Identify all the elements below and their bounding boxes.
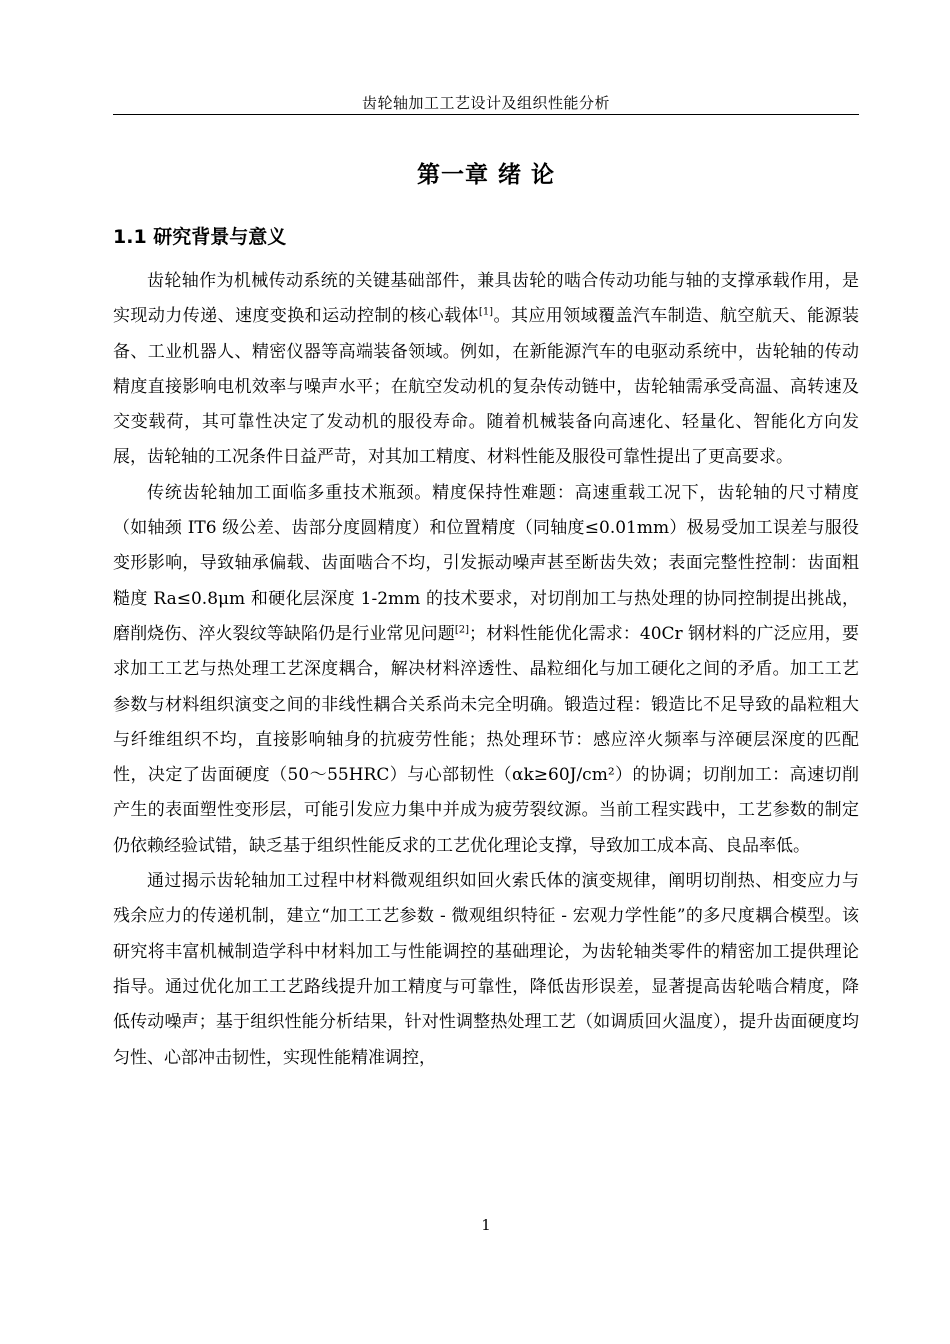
paragraph-3-text-a: 通过揭示齿轮轴加工过程中材料微观组织如回火索氏体的演变规律，阐明切削热、相变应力与残余应力的传递机制，建立“加工工艺参数 - 微观组织特征 - 宏观力学性能”的多尺度耦合模型。该研究将丰富机械制造学科中材料加工与性能调控的基础理论，为齿轮轴类零件的精密加工提供理论指导。通过优化加工工艺路线提升加工精度与可靠性，降低齿形误差，显著提高齿轮啮合精度，降低传动噪声；基于组织性能分析结果，针对性调整热处理工艺（如调质回火温度），提升齿面硬度均匀性、心部冲击韧性，实现性能精准调控， [113, 871, 859, 1068]
header-divider [113, 114, 859, 115]
citation-1: [1] [478, 306, 494, 318]
paragraph-3 [113, 864, 859, 1076]
page-number: 1 [481, 1216, 491, 1234]
body-text [113, 264, 859, 1076]
citation-2: [2] [454, 624, 469, 636]
paragraph-2-text-b: ；材料性能优化需求：40Cr 钢材料的广泛应用，要求加工工艺与热处理工艺深度耦合，解决材料淬透性、晶粒细化与加工硬化之间的矛盾。加工工艺参数与材料组织演变之间的非线性耦合关系尚未完全明确。锻造过程：锻造比不足导致的晶粒粗大与纤维组织不均，直接影响轴身的抗疲劳性能；热处理环节：感应淬火频率与淬硬层深度的匹配性，决定了齿面硬度（50～55HRC）与心部韧性（αk≥60J/cm²）的协调；切削加工：高速切削产生的表面塑性变形层，可能引发应力集中并成为疲劳裂纹源。当前工程实践中，工艺参数的制定仍依赖经验试错，缺乏基于组织性能反求的工艺优化理论支撑，导致加工成本高、良品率低。 [113, 623, 859, 856]
paragraph-1-text-b: 。其应用领域覆盖汽车制造、航空航天、能源装备、工业机器人、精密仪器等高端装备领域。例如，在新能源汽车的电驱动系统中，齿轮轴的传动精度直接影响电机效率与噪声水平；在航空发动机的复杂传动链中，齿轮轴需承受高温、高转速及交变载荷，其可靠性决定了发动机的服役寿命。随着机械装备向高速化、轻量化、智能化方向发展，齿轮轴的工况条件日益严苛，对其加工精度、材料性能及服役可靠性提出了更高要求。 [113, 306, 860, 468]
paragraph-1 [113, 264, 859, 476]
paragraph-2-text-a: 传统齿轮轴加工面临多重技术瓶颈。精度保持性难题：高速重载工况下，齿轮轴的尺寸精度（如轴颈 IT6 级公差、齿部分度圆精度）和位置精度（同轴度≤0.01mm）极易受加工误差与服役变形影响，导致轴承偏载、齿面啮合不均，引发振动噪声甚至断齿失效；表面完整性控制：齿面粗糙度 Ra≤0.8μm 和硬化层深度 1-2mm 的技术要求，对切削加工与热处理的协同控制提出挑战，磨削烧伤、淬火裂纹等缺陷仍是行业常见问题 [113, 482, 859, 644]
section-title: 1.1 研究背景与意义 [113, 226, 287, 248]
chapter-title: 第一章 绪 论 [416, 162, 555, 188]
paragraph-1-text-a: 齿轮轴作为机械传动系统的关键基础部件，兼具齿轮的啮合传动功能与轴的支撑承载作用，是实现动力传递、速度变换和运动控制的核心载体 [113, 271, 859, 327]
paragraph-2 [113, 476, 859, 864]
running-header: 齿轮轴加工工艺设计及组织性能分析 [361, 94, 610, 112]
